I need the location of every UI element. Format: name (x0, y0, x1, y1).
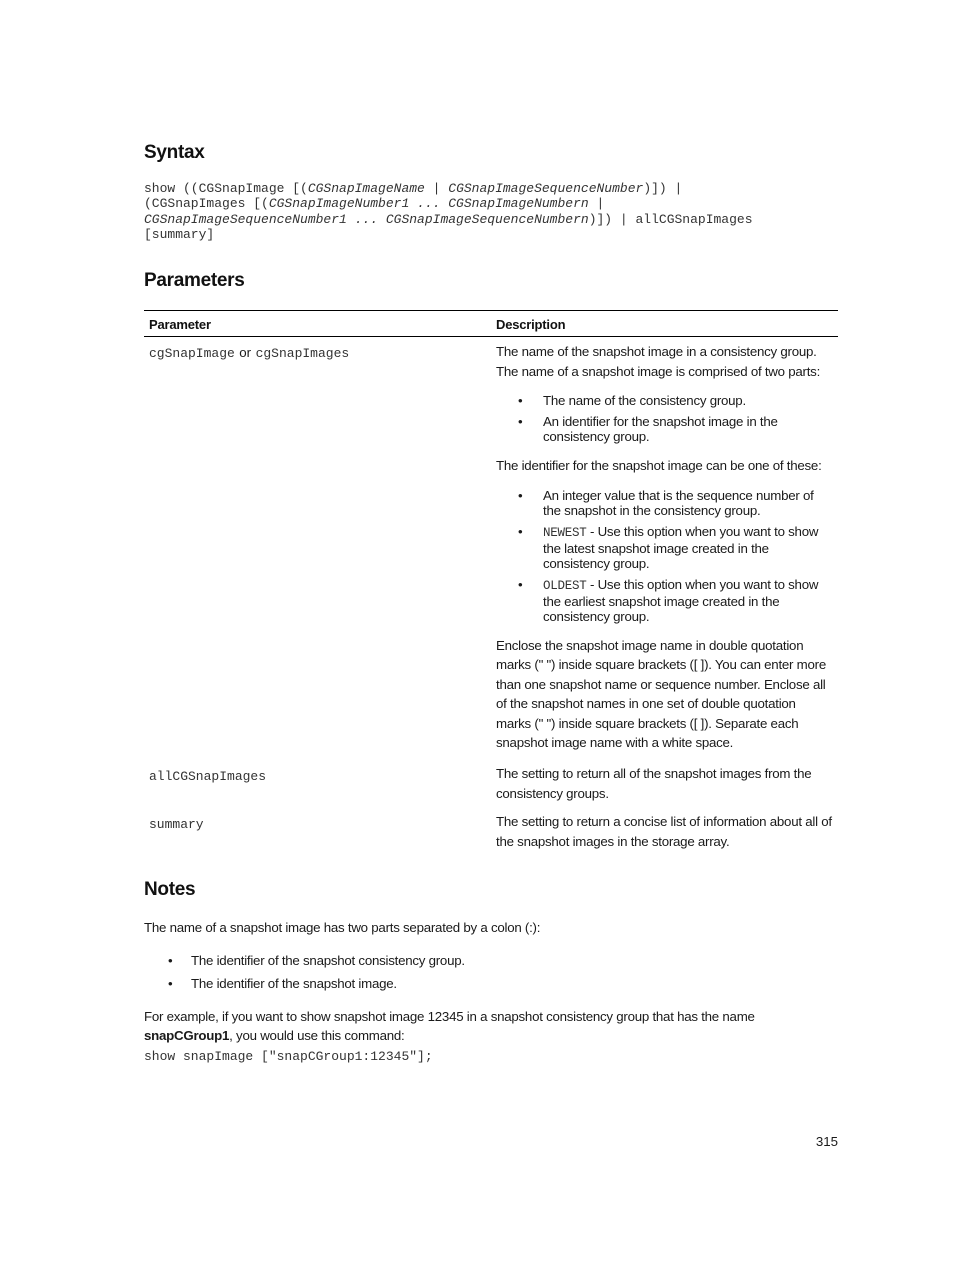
notes-intro: The name of a snapshot image has two parts separated by a colon (:): (144, 920, 541, 935)
table-row (144, 815, 838, 863)
table-row (144, 337, 838, 767)
syntax-text: (CGSnapImages [( (144, 196, 269, 212)
example-group-name: snapCGroup1 (144, 1028, 230, 1043)
description-text: The name of the snapshot image in a consistency group. (496, 344, 817, 359)
notes-example (144, 1007, 844, 1045)
column-header-parameter: Parameter (149, 317, 211, 332)
notes-bullet-list (144, 949, 844, 995)
description-text: The name of a snapshot image is comprised of two parts: (496, 363, 821, 379)
list-item: • An identifier for the snapshot image in the consistency group. (518, 414, 778, 444)
description-text: The identifier for the snapshot image can be one of these: (496, 458, 822, 473)
list-item: • The name of the consistency group. (518, 393, 746, 408)
parameters-table (144, 310, 838, 863)
list-item-text: An integer value that is the sequence number of the snapshot in the consistency group. (543, 487, 814, 518)
column-header-description: Description (496, 317, 566, 332)
list-item-text: - Use this option when you want to show the earliest snapshot image created in the consistency group. (543, 576, 819, 624)
syntax-italic: | (424, 181, 449, 196)
example-text: , you would use this command: (229, 1028, 405, 1043)
bullet-list (496, 488, 834, 624)
syntax-text: show ((CGSnapImage [( (144, 181, 308, 196)
parameter-cell (149, 767, 266, 785)
list-item-text: An identifier for the snapshot image in the consistency group. (543, 414, 778, 444)
syntax-italic: | (588, 196, 605, 212)
list-item: • OLDEST - Use this option when you want to show the earliest snapshot image created in the consistency group. (518, 576, 819, 624)
param-or: or (239, 345, 252, 360)
syntax-italic: CGSnapImageName (307, 181, 425, 196)
example-command: show snapImage ["snapCGroup1:12345"]; (144, 1049, 433, 1064)
param-name: cgSnapImages (255, 346, 350, 361)
syntax-italic: CGSnapImageSequenceNumber (448, 181, 644, 196)
inline-code: OLDEST (543, 578, 587, 593)
parameter-cell (149, 815, 204, 833)
list-item: • NEWEST - Use this option when you want to show the latest snapshot image created in the consistency group. (518, 523, 819, 571)
example-text: For example, if you want to show snapshot image 12345 in a snapshot consistency group that has the name (144, 1009, 755, 1024)
list-item: • The identifier of the snapshot image. (168, 976, 397, 991)
description-text: Enclose the snapshot image name in double quotation marks (" ") inside square brackets ([ ]). You can enter more than one snapshot name or sequence number. Enclose all of the snapshot names in one set of double quotation marks (" ") inside square brackets ([ ]). Separate each snapshot image name with a white space. (496, 637, 826, 750)
description-cell (496, 764, 834, 803)
list-item-text: The identifier of the snapshot consistency group. (191, 953, 465, 968)
syntax-italic: CGSnapImageSequenceNumber1 ... CGSnapImageSequenceNumbern (144, 211, 589, 227)
table-row (144, 767, 838, 815)
syntax-line-4: [summary] (144, 226, 215, 242)
syntax-text: )]) | (643, 181, 683, 196)
description-cell (496, 342, 834, 753)
description-text: The setting to return all of the snapshot images from the consistency groups. (496, 766, 812, 801)
bullet-list (496, 393, 834, 444)
syntax-block (144, 181, 844, 242)
param-name: summary (149, 817, 204, 832)
parameter-cell (149, 344, 349, 362)
list-item: • The identifier of the snapshot consistency group. (168, 953, 465, 968)
list-item: • An integer value that is the sequence number of the snapshot in the consistency group. (518, 487, 814, 518)
syntax-text: )]) | allCGSnapImages (588, 211, 753, 227)
description-text: The setting to return a concise list of information about all of the snapshot images in the storage array. (496, 814, 832, 849)
page-number: 315 (815, 1134, 838, 1149)
notes-heading: Notes (144, 879, 196, 900)
inline-code: NEWEST (543, 525, 587, 540)
list-item-text: The identifier of the snapshot image. (191, 976, 397, 991)
param-name: allCGSnapImages (149, 769, 267, 784)
list-item-text: - Use this option when you want to show the latest snapshot image created in the consistency group. (543, 523, 819, 571)
syntax-line-2 (144, 196, 844, 211)
table-header (144, 311, 838, 336)
param-name: cgSnapImage (149, 346, 235, 361)
parameters-heading: Parameters (144, 270, 245, 291)
syntax-line-1 (144, 181, 844, 196)
description-cell (496, 812, 834, 851)
syntax-line-3 (144, 212, 844, 227)
syntax-italic: CGSnapImageNumber1 ... CGSnapImageNumbern (268, 196, 589, 212)
list-item-text: The name of the consistency group. (543, 393, 746, 408)
syntax-heading: Syntax (144, 142, 205, 163)
